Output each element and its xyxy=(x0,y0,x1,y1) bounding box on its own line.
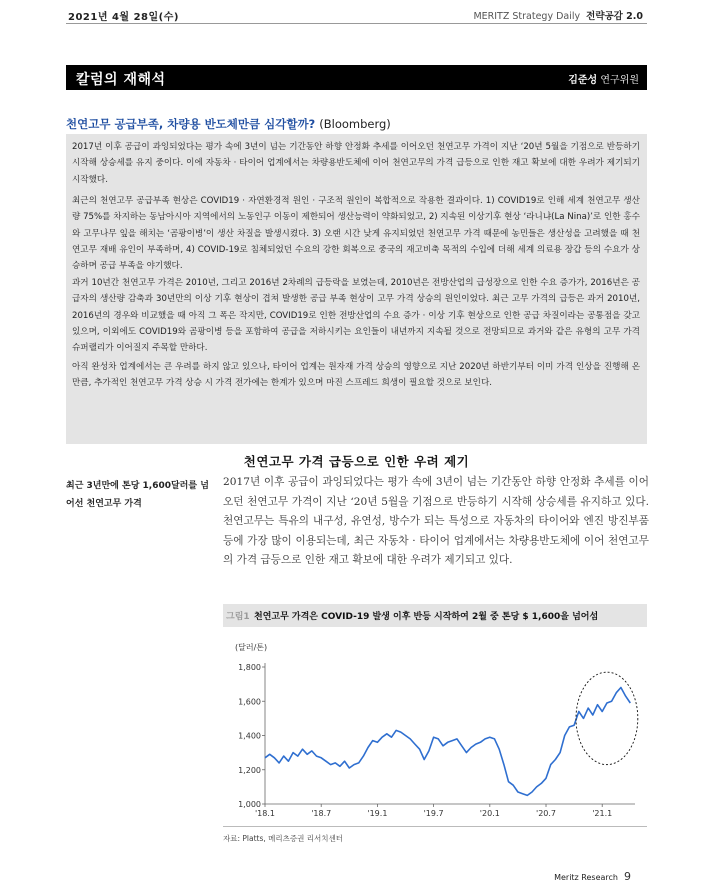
summary-paragraph: 2017년 이후 공급이 과잉되었다는 평가 속에 3년이 넘는 기간동안 하향 안정화 추세를 이어오던 천연고무 가격이 지난 ‘20년 5월을 기점으로 반등하기 시작해 상승세를 유지 중이다. 이에 자동차 · 타이어 업계에서는 차량용반도체에 이어 천연고무의 가격 급등으로 인한 재고 확보에 대한 우려가 제기되기 시작했다. xyxy=(72,142,640,185)
rubber-price-chart xyxy=(223,636,647,824)
x-tick-label: '18.1 xyxy=(254,809,276,818)
footer-brand: Meritz Research xyxy=(554,873,618,882)
summary-paragraph: 최근의 천연고무 공급부족 현상은 COVID19 · 자연환경적 원인 · 구조적 원인이 복합적으로 작용한 결과이다. 1) COVID19로 인해 세계 천연고무 생산량 75%를 차지하는 동남아시아 지역에서의 노동인구 이동이 제한되어 생산능력이 약화되었고, 2) 지속된 이상기후 현상 ‘라니냐(La Nina)’로 인한 홍수와 고무나무 잎을 해치는 ‘곰팡이병’이 생산 차질을 발생시켰다. 3) 오랜 시간 낮게 유지되었던 천연고무 가격 때문에 농민들은 생산성을 고려했을 때 천연고무 재배 유인이 부족하며, 4) COVID-19로 침체되었던 수요의 강한 회복으로 중국의 재고비축 목적의 수입에 더해 세계 의료용 장갑 등의 수요가 상승하며 공급 부족을 야기했다. xyxy=(72,196,640,272)
sub-heading: 천연고무 가격 급등으로 인한 우려 제기 xyxy=(243,454,470,469)
figure-label: 그림1 xyxy=(226,612,250,622)
x-tick-label: '18.7 xyxy=(311,809,332,818)
x-tick-label: '20.7 xyxy=(536,809,557,818)
section-name: 전략공감 2.0 xyxy=(586,11,643,22)
y-tick-label: 1,600 xyxy=(238,697,261,707)
page-number: 9 xyxy=(624,870,631,883)
publication-name: MERITZ Strategy Daily xyxy=(473,11,581,22)
summary-paragraph: 아직 완성차 업계에서는 큰 우려를 하지 않고 있으나, 타이어 업계는 원자재 가격 상승의 영향으로 지난 2020년 하반기부터 이미 가격 인상을 진행해 온 만큼, 추가적인 천연고무 가격 상승 시 가격 전가에는 한계가 있으며 마진 스프레드 희생이 필요할 것으로 보인다. xyxy=(72,362,640,389)
side-note: 최근 3년만에 톤당 1,600달러를 넘어선 천연고무 가격 xyxy=(66,481,209,509)
x-tick-label: '19.1 xyxy=(367,809,388,818)
y-tick-label: 1,000 xyxy=(238,800,261,809)
section-title: 칼럼의 재해석 xyxy=(76,72,166,88)
chart-unit-label: (달러/톤) xyxy=(235,643,268,652)
column-summary-box xyxy=(66,134,647,444)
y-tick-label: 1,200 xyxy=(238,765,261,775)
source-divider xyxy=(223,826,647,827)
section-title-bar xyxy=(66,65,647,90)
footer xyxy=(554,870,631,883)
x-tick-label: '21.1 xyxy=(592,809,613,818)
author-title: 연구위원 xyxy=(600,75,639,86)
figure-caption: 천연고무 가격은 COVID-19 발생 이후 반등 시작하여 2월 중 톤당 $ 1,600을 넘어섬 xyxy=(254,612,599,622)
author xyxy=(568,71,639,86)
figure-caption-bar xyxy=(223,604,647,627)
column-source: (Bloomberg) xyxy=(319,117,391,131)
summary-paragraph: 과거 10년간 천연고무 가격은 2010년, 그리고 2016년 2차례의 급등락을 보였는데, 2010년은 전방산업의 급성장으로 인한 수요 증가가, 2016년은 공급자의 생산량 감축과 30년만의 이상 기후 현상이 겹쳐 발생한 공급 부족 현상이 고무 가격 상승의 원인이었다. 최근 고무 가격의 급등은 과거 2010년, 2016년의 경우와 비교했을 때 아직 그 폭은 작지만, COVID19로 인한 전방산업의 수요 증가 · 이상 기후 현상으로 인한 공급 차질이라는 공통점을 갖고 있으며, 이외에도 COVID19와 곰팡이병 등을 포함하여 공급을 저하시키는 요인들이 내년까지 지속될 것으로 전망되므로 과거와 같은 유형의 고무 가격 슈퍼랠리가 이어질지 주목할 만하다. xyxy=(72,278,640,354)
publication-header xyxy=(473,8,643,22)
column-title xyxy=(66,116,391,132)
column-headline: 천연고무 공급부족, 차량용 반도체만큼 심각할까? xyxy=(66,117,316,131)
x-tick-label: '20.1 xyxy=(479,809,500,818)
author-name: 김준성 xyxy=(568,75,598,86)
y-tick-label: 1,400 xyxy=(238,731,261,741)
report-date: 2021년 4월 28일(수) xyxy=(68,12,179,23)
header-divider xyxy=(66,23,647,24)
price-series-line xyxy=(265,688,630,796)
body-paragraph: 2017년 이후 공급이 과잉되었다는 평가 속에 3년이 넘는 기간동안 하향 안정화 추세를 이어오던 천연고무 가격이 지난 ‘20년 5월을 기점으로 반등하기 시작해 상승세를 유지하고 있다. 천연고무는 특유의 내구성, 유연성, 방수가 되는 특성으로 자동차의 타이어와 엔진 방진부품 등에 가장 많이 이용되는데, 최근 자동차 · 타이어 업계에서는 차량용반도체에 이어 천연고무의 가격 급등으로 인한 재고 확보에 대한 우려가 제기되고 있다. xyxy=(223,476,649,566)
peak-highlight-circle xyxy=(576,672,638,764)
figure-source: 자료: Platts, 메리츠증권 리서치센터 xyxy=(223,834,343,843)
x-tick-label: '19.7 xyxy=(423,809,444,818)
y-tick-label: 1,800 xyxy=(238,663,261,672)
